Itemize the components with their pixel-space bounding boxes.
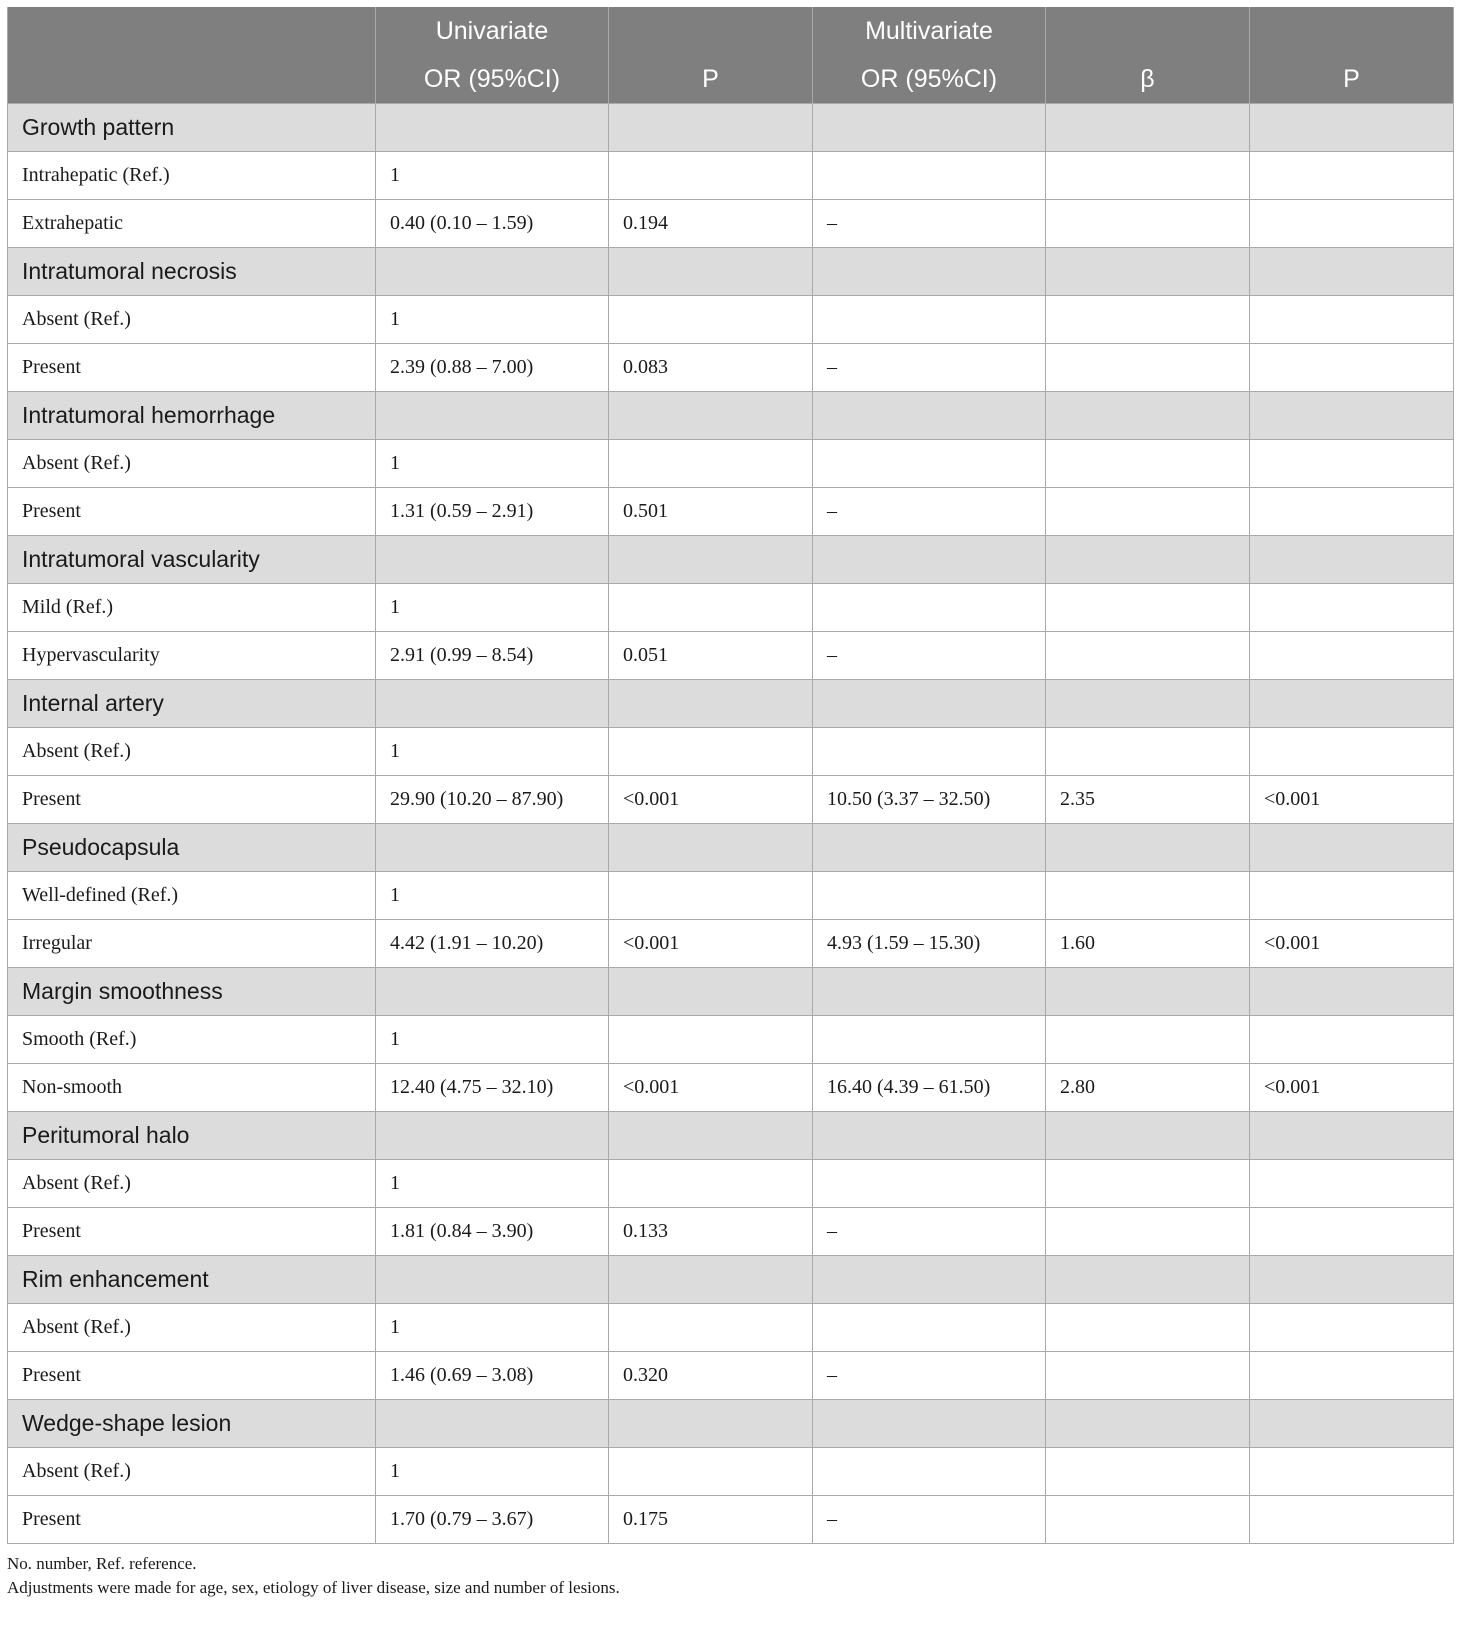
category-empty-cell [609, 392, 813, 440]
table-row [8, 200, 1454, 248]
category-empty-cell [1250, 536, 1454, 584]
row-label: Absent (Ref.) [8, 1304, 376, 1352]
category-row [8, 1400, 1454, 1448]
cell-multi-or: – [813, 632, 1046, 680]
cell-uni-p [609, 1160, 813, 1208]
cell-multi-p [1250, 872, 1454, 920]
cell-uni-p [609, 1304, 813, 1352]
cell-uni-p: <0.001 [609, 1064, 813, 1112]
category-empty-cell [376, 680, 609, 728]
table-row [8, 728, 1454, 776]
category-label: Pseudocapsula [8, 824, 376, 872]
header-multi-p: P [1250, 55, 1454, 104]
category-label: Rim enhancement [8, 1256, 376, 1304]
cell-beta [1046, 1160, 1250, 1208]
cell-multi-p [1250, 1208, 1454, 1256]
cell-uni-or: 1.46 (0.69 – 3.08) [376, 1352, 609, 1400]
cell-uni-or: 0.40 (0.10 – 1.59) [376, 200, 609, 248]
cell-uni-p [609, 152, 813, 200]
cell-uni-p: 0.051 [609, 632, 813, 680]
cell-uni-p [609, 872, 813, 920]
table-row [8, 152, 1454, 200]
table-row [8, 1496, 1454, 1544]
cell-uni-p: 0.501 [609, 488, 813, 536]
row-label: Well-defined (Ref.) [8, 872, 376, 920]
cell-beta [1046, 200, 1250, 248]
category-empty-cell [1250, 680, 1454, 728]
cell-uni-p [609, 440, 813, 488]
table-row [8, 920, 1454, 968]
row-label: Absent (Ref.) [8, 1160, 376, 1208]
category-row [8, 680, 1454, 728]
header-uni-p: P [609, 55, 813, 104]
category-empty-cell [1046, 680, 1250, 728]
category-empty-cell [1250, 968, 1454, 1016]
cell-beta [1046, 1496, 1250, 1544]
cell-beta [1046, 344, 1250, 392]
cell-uni-or: 2.91 (0.99 – 8.54) [376, 632, 609, 680]
header-row-columns [8, 55, 1454, 104]
category-empty-cell [376, 1112, 609, 1160]
cell-beta [1046, 296, 1250, 344]
category-label: Intratumoral vascularity [8, 536, 376, 584]
cell-multi-or [813, 152, 1046, 200]
cell-multi-p [1250, 1448, 1454, 1496]
table-row [8, 440, 1454, 488]
cell-beta [1046, 1304, 1250, 1352]
cell-uni-p [609, 1016, 813, 1064]
category-row [8, 1112, 1454, 1160]
cell-multi-or: 10.50 (3.37 – 32.50) [813, 776, 1046, 824]
cell-multi-or: – [813, 1496, 1046, 1544]
cell-uni-p: 0.320 [609, 1352, 813, 1400]
row-label: Irregular [8, 920, 376, 968]
cell-multi-p: <0.001 [1250, 920, 1454, 968]
cell-multi-p [1250, 344, 1454, 392]
category-row [8, 968, 1454, 1016]
category-empty-cell [813, 968, 1046, 1016]
cell-uni-or: 12.40 (4.75 – 32.10) [376, 1064, 609, 1112]
row-label: Non-smooth [8, 1064, 376, 1112]
category-row [8, 392, 1454, 440]
category-empty-cell [609, 824, 813, 872]
category-empty-cell [376, 1256, 609, 1304]
row-label: Present [8, 344, 376, 392]
cell-beta [1046, 872, 1250, 920]
cell-multi-or: – [813, 344, 1046, 392]
cell-uni-or: 1 [376, 1448, 609, 1496]
table-footnotes [7, 1552, 1453, 1600]
category-row [8, 104, 1454, 152]
cell-uni-p [609, 728, 813, 776]
cell-beta [1046, 152, 1250, 200]
cell-multi-p: <0.001 [1250, 776, 1454, 824]
cell-multi-or [813, 728, 1046, 776]
table-row [8, 1208, 1454, 1256]
row-label: Present [8, 1208, 376, 1256]
table-row [8, 1448, 1454, 1496]
cell-uni-p [609, 1448, 813, 1496]
header-univariate: Univariate [376, 7, 609, 55]
table-row [8, 632, 1454, 680]
cell-multi-or: – [813, 200, 1046, 248]
category-empty-cell [813, 824, 1046, 872]
cell-uni-or: 1 [376, 872, 609, 920]
category-empty-cell [1046, 392, 1250, 440]
category-empty-cell [813, 392, 1046, 440]
category-empty-cell [1046, 536, 1250, 584]
category-label: Intratumoral hemorrhage [8, 392, 376, 440]
category-empty-cell [1250, 392, 1454, 440]
cell-multi-or [813, 296, 1046, 344]
category-empty-cell [813, 1400, 1046, 1448]
cell-beta: 2.35 [1046, 776, 1250, 824]
cell-beta [1046, 1448, 1250, 1496]
header-empty-cell [8, 55, 376, 104]
table-row [8, 1064, 1454, 1112]
header-empty-cell [1250, 7, 1454, 55]
cell-beta [1046, 632, 1250, 680]
cell-uni-or: 1 [376, 152, 609, 200]
category-empty-cell [609, 680, 813, 728]
category-empty-cell [1250, 248, 1454, 296]
cell-multi-or [813, 872, 1046, 920]
category-label: Wedge-shape lesion [8, 1400, 376, 1448]
header-empty-cell [609, 7, 813, 55]
category-label: Growth pattern [8, 104, 376, 152]
category-empty-cell [376, 968, 609, 1016]
category-empty-cell [609, 536, 813, 584]
cell-uni-or: 2.39 (0.88 – 7.00) [376, 344, 609, 392]
row-label: Absent (Ref.) [8, 440, 376, 488]
category-empty-cell [813, 104, 1046, 152]
cell-multi-p [1250, 200, 1454, 248]
category-empty-cell [376, 248, 609, 296]
header-multi-or-ci: OR (95%CI) [813, 55, 1046, 104]
category-empty-cell [1046, 1256, 1250, 1304]
category-empty-cell [376, 392, 609, 440]
cell-uni-p: 0.194 [609, 200, 813, 248]
category-label: Peritumoral halo [8, 1112, 376, 1160]
cell-multi-p [1250, 1496, 1454, 1544]
cell-multi-p [1250, 1352, 1454, 1400]
cell-uni-or: 1 [376, 1304, 609, 1352]
category-empty-cell [376, 1400, 609, 1448]
header-beta: β [1046, 55, 1250, 104]
cell-uni-p [609, 584, 813, 632]
category-empty-cell [609, 1112, 813, 1160]
row-label: Mild (Ref.) [8, 584, 376, 632]
cell-multi-p [1250, 584, 1454, 632]
cell-multi-p [1250, 440, 1454, 488]
row-label: Present [8, 488, 376, 536]
table-row [8, 1016, 1454, 1064]
category-empty-cell [813, 248, 1046, 296]
category-row [8, 824, 1454, 872]
cell-beta [1046, 440, 1250, 488]
row-label: Absent (Ref.) [8, 296, 376, 344]
category-empty-cell [376, 824, 609, 872]
cell-uni-or: 4.42 (1.91 – 10.20) [376, 920, 609, 968]
row-label: Extrahepatic [8, 200, 376, 248]
cell-multi-p [1250, 1160, 1454, 1208]
header-empty-cell [1046, 7, 1250, 55]
cell-uni-or: 1.31 (0.59 – 2.91) [376, 488, 609, 536]
cell-multi-p [1250, 296, 1454, 344]
row-label: Hypervascularity [8, 632, 376, 680]
cell-uni-or: 29.90 (10.20 – 87.90) [376, 776, 609, 824]
cell-beta [1046, 488, 1250, 536]
category-empty-cell [1250, 104, 1454, 152]
category-empty-cell [813, 1112, 1046, 1160]
cell-multi-or: – [813, 488, 1046, 536]
category-empty-cell [609, 104, 813, 152]
footnote-adjustments: Adjustments were made for age, sex, etiology of liver disease, size and number of lesions. [7, 1578, 620, 1597]
cell-multi-p [1250, 728, 1454, 776]
cell-multi-or [813, 1160, 1046, 1208]
row-label: Present [8, 776, 376, 824]
cell-uni-or: 1 [376, 1160, 609, 1208]
cell-uni-p: 0.175 [609, 1496, 813, 1544]
category-empty-cell [609, 1256, 813, 1304]
cell-uni-p: <0.001 [609, 776, 813, 824]
row-label: Intrahepatic (Ref.) [8, 152, 376, 200]
cell-uni-p: <0.001 [609, 920, 813, 968]
category-empty-cell [609, 1400, 813, 1448]
cell-uni-or: 1.70 (0.79 – 3.67) [376, 1496, 609, 1544]
table-body [8, 104, 1454, 1544]
cell-multi-p: <0.001 [1250, 1064, 1454, 1112]
cell-uni-or: 1 [376, 296, 609, 344]
cell-multi-p [1250, 1304, 1454, 1352]
category-empty-cell [813, 680, 1046, 728]
table-row [8, 584, 1454, 632]
cell-multi-p [1250, 488, 1454, 536]
cell-multi-or: 4.93 (1.59 – 15.30) [813, 920, 1046, 968]
cell-multi-p [1250, 152, 1454, 200]
cell-multi-p [1250, 632, 1454, 680]
cell-uni-p [609, 296, 813, 344]
category-label: Intratumoral necrosis [8, 248, 376, 296]
header-row-groups [8, 7, 1454, 55]
cell-beta: 1.60 [1046, 920, 1250, 968]
cell-multi-p [1250, 1016, 1454, 1064]
row-label: Absent (Ref.) [8, 1448, 376, 1496]
table-row [8, 1352, 1454, 1400]
table-row [8, 296, 1454, 344]
header-multivariate: Multivariate [813, 7, 1046, 55]
cell-uni-p: 0.083 [609, 344, 813, 392]
cell-beta [1046, 728, 1250, 776]
table-container [7, 7, 1453, 1600]
row-label: Present [8, 1496, 376, 1544]
category-empty-cell [1046, 104, 1250, 152]
category-row [8, 1256, 1454, 1304]
footnote-abbreviations: No. number, Ref. reference. [7, 1554, 197, 1573]
category-empty-cell [1046, 1400, 1250, 1448]
row-label: Smooth (Ref.) [8, 1016, 376, 1064]
category-empty-cell [609, 248, 813, 296]
row-label: Present [8, 1352, 376, 1400]
category-empty-cell [1250, 1256, 1454, 1304]
cell-multi-or: 16.40 (4.39 – 61.50) [813, 1064, 1046, 1112]
category-row [8, 248, 1454, 296]
cell-multi-or: – [813, 1208, 1046, 1256]
category-empty-cell [376, 536, 609, 584]
category-empty-cell [1046, 248, 1250, 296]
header-uni-or-ci: OR (95%CI) [376, 55, 609, 104]
category-empty-cell [609, 968, 813, 1016]
cell-beta [1046, 1016, 1250, 1064]
category-empty-cell [1250, 1400, 1454, 1448]
row-label: Absent (Ref.) [8, 728, 376, 776]
regression-table [7, 7, 1454, 1544]
table-row [8, 1160, 1454, 1208]
category-label: Internal artery [8, 680, 376, 728]
table-row [8, 488, 1454, 536]
cell-beta: 2.80 [1046, 1064, 1250, 1112]
cell-multi-or [813, 1016, 1046, 1064]
cell-multi-or [813, 584, 1046, 632]
table-row [8, 872, 1454, 920]
cell-uni-or: 1 [376, 728, 609, 776]
category-empty-cell [813, 536, 1046, 584]
table-row [8, 1304, 1454, 1352]
cell-uni-or: 1 [376, 1016, 609, 1064]
cell-multi-or [813, 440, 1046, 488]
cell-uni-p: 0.133 [609, 1208, 813, 1256]
category-empty-cell [813, 1256, 1046, 1304]
cell-uni-or: 1.81 (0.84 – 3.90) [376, 1208, 609, 1256]
table-row [8, 344, 1454, 392]
category-row [8, 536, 1454, 584]
cell-multi-or [813, 1304, 1046, 1352]
cell-multi-or: – [813, 1352, 1046, 1400]
table-header [8, 7, 1454, 104]
category-empty-cell [1250, 1112, 1454, 1160]
category-empty-cell [376, 104, 609, 152]
cell-multi-or [813, 1448, 1046, 1496]
header-empty-cell [8, 7, 376, 55]
cell-uni-or: 1 [376, 584, 609, 632]
cell-beta [1046, 584, 1250, 632]
cell-beta [1046, 1352, 1250, 1400]
cell-beta [1046, 1208, 1250, 1256]
category-empty-cell [1046, 824, 1250, 872]
cell-uni-or: 1 [376, 440, 609, 488]
category-empty-cell [1250, 824, 1454, 872]
category-empty-cell [1046, 968, 1250, 1016]
category-empty-cell [1046, 1112, 1250, 1160]
table-row [8, 776, 1454, 824]
category-label: Margin smoothness [8, 968, 376, 1016]
